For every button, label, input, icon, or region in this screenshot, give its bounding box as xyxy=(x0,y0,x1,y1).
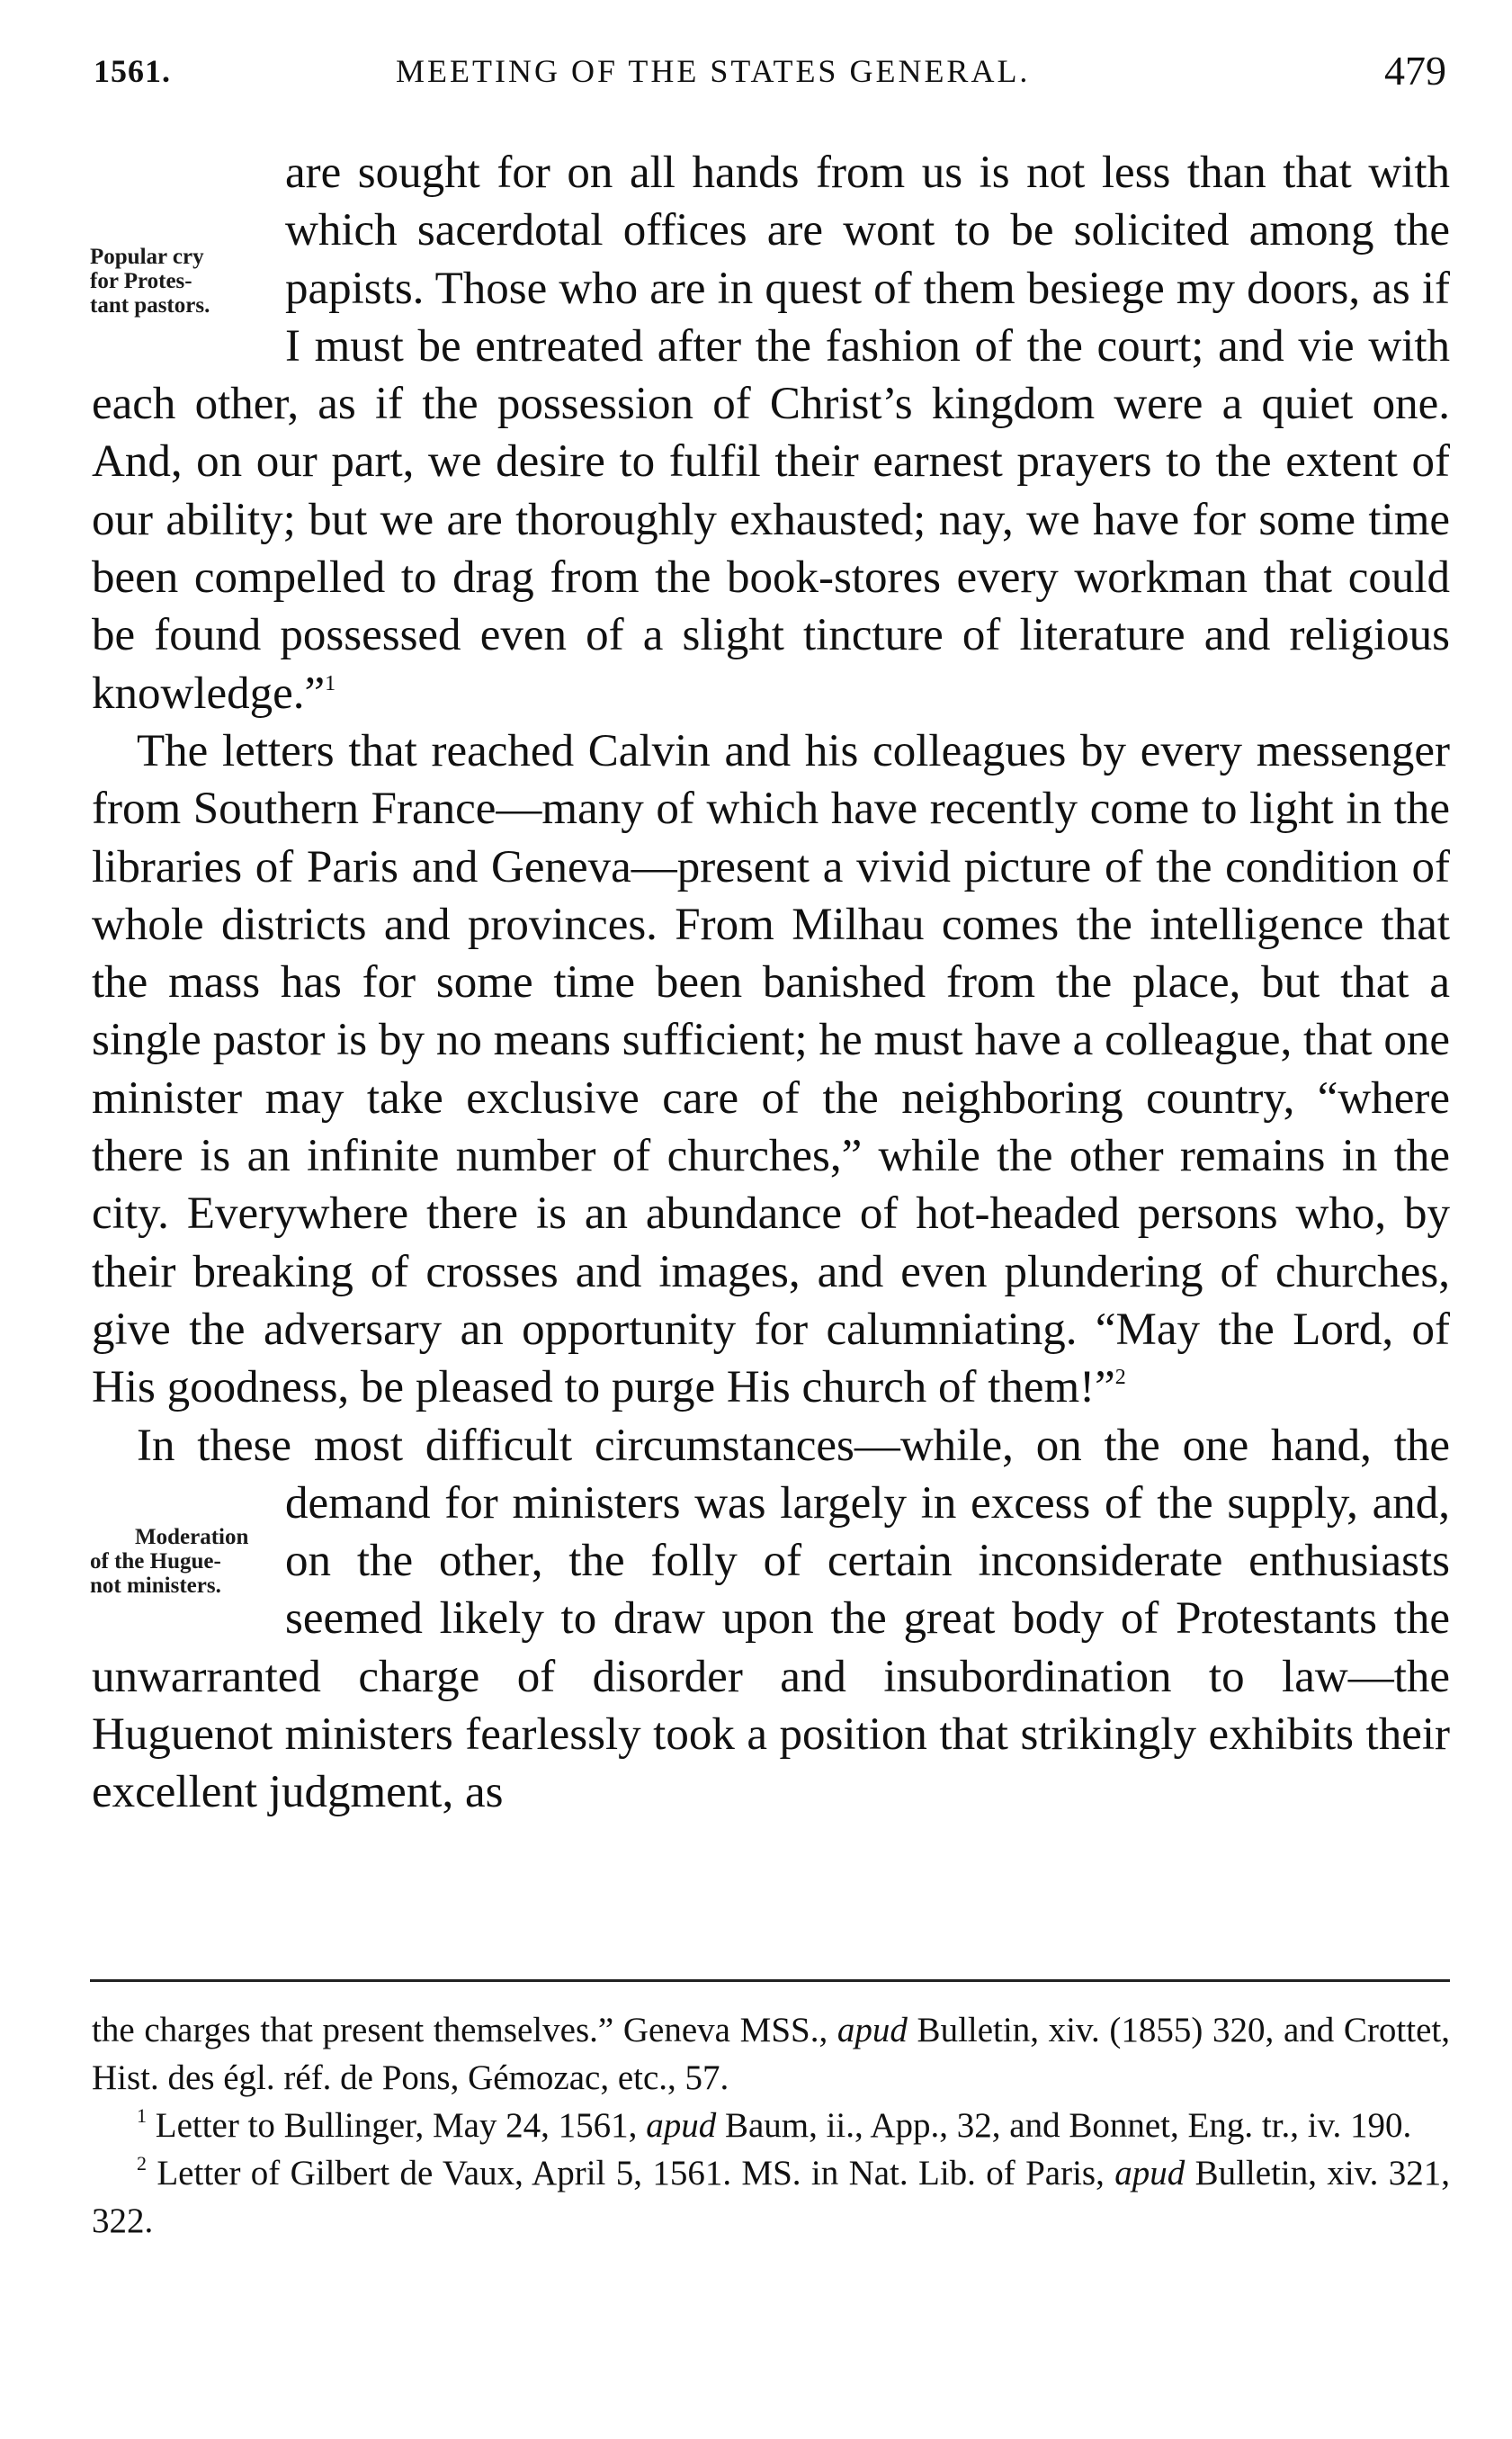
footnote-ref-2: 2 xyxy=(1114,1366,1126,1390)
footnote-continued-text-a: the charges that present themselves.” Geneva MSS., xyxy=(92,2011,837,2049)
running-head-year: 1561. xyxy=(94,53,171,89)
running-head xyxy=(90,48,1448,106)
paragraph-2 xyxy=(92,722,1450,1417)
footnote-ref-1: 1 xyxy=(325,671,336,695)
footnote-2-text-b: Bulletin, xiv. 321, 322. xyxy=(92,2154,1450,2240)
footnote-1-marker: 1 xyxy=(137,2104,147,2127)
running-head-title: MEETING OF THE STATES GENERAL. xyxy=(396,53,1031,89)
footnote-2-marker: 2 xyxy=(137,2152,147,2174)
paragraph-2-text: The letters that reached Calvin and his colleagues by every messenger from Southern France—many of which have recently come to light in the libraries of Paris and Geneva—present a vivid picture of the condition of whole districts and provinces. From Milhau comes the intelligence that the mass has for some time been banished from the place, but that a single pastor is by no means sufficient; he must have a colleague, that one minister may take exclusive care of the neighboring country, “where there is an infinite number of churches,” while the other remains in the city. Everywhere there is an abundance of hot-headed persons who, by their breaking of crosses and images, and even plundering of churches, give the adversary an opportunity for calumniating. “May the Lord, of His goodness, be pleased to purge His church of them!” xyxy=(92,725,1450,1413)
side-note-moderation: Moderation of the Hugue- not ministers. xyxy=(90,1524,249,1598)
side-note-popular-cry: Popular cry for Protes- tant pastors. xyxy=(90,245,210,318)
paragraph-1 xyxy=(92,144,1450,722)
footnote-continued xyxy=(92,2006,1450,2102)
footnote-1-apud: apud xyxy=(646,2106,717,2145)
body-text xyxy=(92,144,1450,1822)
footnote-2-apud: apud xyxy=(1114,2154,1185,2192)
footnote-2 xyxy=(92,2149,1450,2245)
paragraph-1-text: are sought for on all hands from us is not less than that with which sacerdotal offices are wont to be solicited among the papists. Those who are in quest of them besiege my doors, as if I must be entreated after the fashion of the court; and vie with each other, as if the possession of Christ’s kingdom were a quiet one. And, on our part, we desire to fulfil their earnest prayers to the extent of our ability; but we are thoroughly exhausted; nay, we have for some time been compelled to drag from the book-stores every workman that could be found possessed even of a slight tincture of literature and religious knowledge.” xyxy=(92,148,1450,719)
footnote-2-text-a: Letter of Gilbert de Vaux, April 5, 1561. MS. in Nat. Lib. of Paris, xyxy=(147,2154,1115,2192)
footnote-continued-apud: apud xyxy=(837,2011,908,2049)
footnote-1 xyxy=(92,2102,1450,2149)
paragraph-3 xyxy=(92,1417,1450,1822)
margin-note-moderation xyxy=(92,1475,285,1647)
margin-note-popular-cry xyxy=(92,144,285,374)
footnote-rule xyxy=(90,1979,1450,1982)
footnote-continued-text-b: Bulletin, xiv. (1855) 320, and Crottet, Hist. des égl. réf. de Pons, Gémozac, etc., 57. xyxy=(92,2011,1450,2097)
footnotes xyxy=(92,2006,1450,2245)
footnote-1-text-a: Letter to Bullinger, May 24, 1561, xyxy=(147,2106,647,2145)
paragraph-3-text-b: and, on the other, the folly of certain inconsiderate enthusiasts seemed likely to draw upon the great body of Protestants the unwarranted charge of disorder and insubordination to law—the Huguenot ministers fearlessly took a position that strikingly exhibits their excellent judgment, as xyxy=(92,1477,1451,1818)
page-number: 479 xyxy=(1384,48,1446,94)
paragraph-3-text-a: In these most difficult circumstances—while, on the one hand, the demand for ministers was largely in excess of the supply, xyxy=(137,1420,1450,1529)
footnote-1-text-b: Baum, ii., App., 32, and Bonnet, Eng. tr., iv. 190. xyxy=(716,2106,1412,2145)
